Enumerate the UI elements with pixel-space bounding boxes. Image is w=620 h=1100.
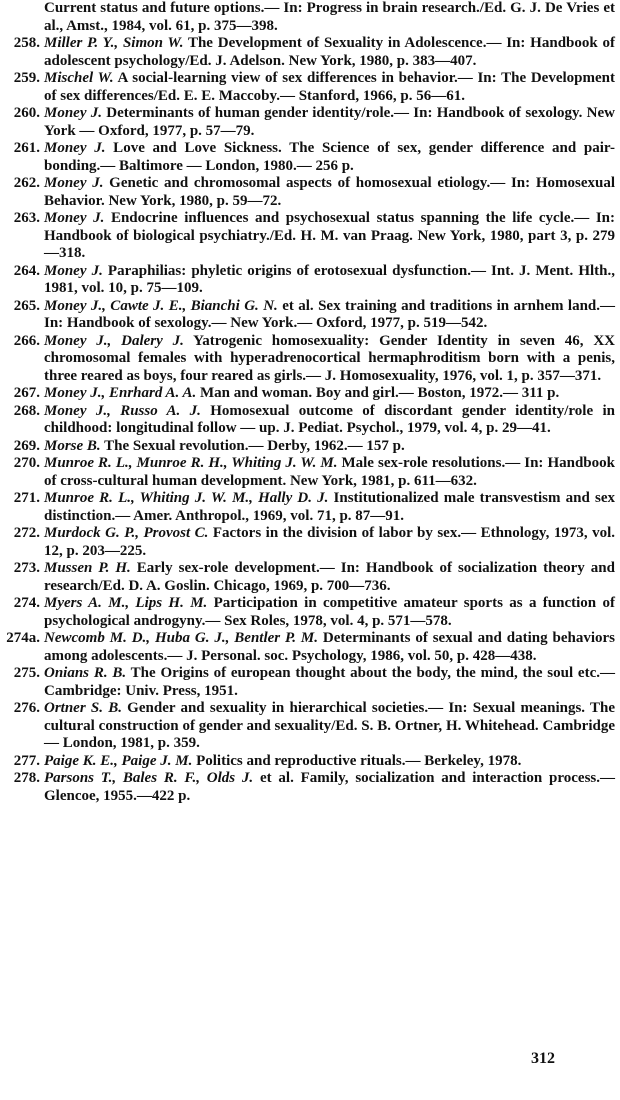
reference-entry [0,140,620,175]
reference-entry [0,455,620,490]
reference-body: Love and Love Sickness. The Science of sex, gender difference and pair-bonding.— Baltimore — London, 1980.— 256 p. [44,140,615,174]
reference-authors: Money J., Russo A. J. [44,402,201,419]
reference-text [44,525,615,560]
reference-authors: Munroe R. L., Munroe R. H., Whiting J. W. M. [44,455,338,471]
reference-text [44,263,615,298]
reference-authors: Myers A. M., Lips H. M. [44,595,208,611]
reference-text [44,595,615,630]
reference-text [44,333,615,386]
reference-body: Institutionalized male transvestism and sex distinction.— Amer. Anthropol., 1969, vol. 71, p. 87—91. [44,490,615,524]
reference-authors: Money J. [44,175,104,191]
reference-entry [0,630,620,665]
reference-entry [0,770,620,805]
reference-authors: Mussen P. H. [44,560,131,576]
reference-body: The Sexual revolution.— Derby, 1962.— 157 p. [100,437,405,454]
reference-text [44,455,615,490]
reference-body: Man and woman. Boy and girl.— Boston, 1972.— 311 p. [196,385,560,401]
reference-authors: Morse B. [44,437,101,454]
reference-entry [0,490,620,525]
reference-authors: Miller P. Y., Simon W. [44,35,184,51]
reference-entry [0,333,620,386]
reference-entry [0,385,620,403]
reference-body: The Development of Sexuality in Adolescence.— In: Handbook of adolescent psychology/Ed. J. Adelson. New York, 1980, p. 383—407. [44,35,615,69]
reference-body: Genetic and chromosomal aspects of homosexual etiology.— In: Homosexual Behavior. New York, 1980, p. 59—72. [44,175,615,209]
reference-number: 276. [13,700,40,716]
reference-authors: Money J., Enrhard A. A. [44,385,197,401]
reference-number: 262. [13,175,40,191]
reference-body: Gender and sexuality in hierarchical societies.— In: Sexual meanings. The cultural construction of gender and sexuality/Ed. S. B. Ortner, H. Whitehead. Cambridge — London, 1981, p. 359. [44,700,616,751]
reference-number: 271. [13,490,40,506]
reference-number: 263. [13,210,40,226]
page-number: 312 [531,1050,555,1067]
reference-authors: Munroe R. L., Whiting J. W. M., Hally D. J. [44,490,329,506]
reference-authors: Money J. [44,262,103,279]
reference-body: Participation in competitive amateur sports as a function of psychological androgyny.— Sex Roles, 1978, vol. 4, p. 571—578. [44,595,615,629]
reference-authors: Paige K. E., Paige J. M. [44,752,193,769]
reference-entry [0,525,620,560]
reference-body: Paraphilias: phyletic origins of erotosexual dysfunction.— Int. J. Ment. Hlth., 1981, vol. 10, p. 75—109. [44,262,615,296]
reference-entry [0,403,620,438]
reference-body: Yatrogenic homosexuality: Gender Identity in seven 46, XX chromosomal females with hyperadrenocortical hermaphroditism born with a penis, three reared as boys, four reared as girls.— J. Homosexuality, 1976, vol. 1, p. 357—371. [44,332,615,384]
reference-text [44,403,615,438]
reference-number: 258. [13,35,40,51]
reference-text [44,385,615,403]
reference-number: 268. [13,402,40,419]
reference-entry [0,0,620,35]
reference-text [44,560,615,595]
reference-authors: Money J., Cawte J. E., Bianchi G. N. [44,297,278,314]
reference-authors: Money J. [44,140,106,156]
reference-authors: Parsons T., Bales R. F., Olds J. [44,770,254,786]
reference-number: 264. [13,262,40,279]
reference-authors: Ortner S. B. [44,700,122,716]
reference-number: 272. [13,525,40,541]
reference-entry [0,175,620,210]
reference-entry [0,298,620,333]
reference-entry [0,210,620,263]
reference-authors: Mischel W. [44,70,114,86]
reference-text [44,175,615,210]
reference-authors: Newcomb M. D., Huba G. J., Bentler P. M. [44,630,319,646]
reference-number: 265. [13,297,40,314]
reference-body: Determinants of human gender identity/role.— In: Handbook of sexology. New York — Oxford, 1977, p. 57—79. [44,105,615,139]
reference-text [44,35,615,70]
reference-text [44,70,615,105]
reference-authors: Money J., Dalery J. [44,332,184,349]
reference-number: 267. [13,385,40,401]
reference-body: The Origins of european thought about the body, the mind, the soul etc.— Cambridge: Univ. Press, 1951. [44,665,615,699]
reference-text [44,770,615,805]
reference-number: 275. [13,665,40,681]
reference-body: A social-learning view of sex differences in behavior.— In: The Development of sex differences/Ed. E. E. Maccoby.— Stanford, 1966, p. 56—61. [44,70,615,104]
reference-text [44,0,615,35]
reference-text [44,298,615,333]
reference-body: Homosexual outcome of discordant gender identity/role in childhood: longitudinal follow — up. J. Pediat. Psychol., 1979, vol. 4, p. 29—41. [44,402,615,436]
reference-entry [0,263,620,298]
reference-number: 274a. [6,630,40,646]
reference-number: 261. [13,140,40,156]
reference-text [44,665,615,700]
reference-text [44,630,615,665]
reference-number: 260. [13,105,40,121]
reference-entry [0,665,620,700]
reference-number: 269. [13,437,40,454]
reference-entry [0,595,620,630]
reference-authors: Money J. [44,210,105,226]
reference-entry [0,700,620,753]
reference-entry [0,438,620,456]
reference-body: et al. Family, socialization and interaction process.— Glencoe, 1955.—422 p. [44,770,615,804]
reference-text [44,105,615,140]
reference-text [44,753,615,771]
reference-number: 277. [13,752,40,769]
reference-body: Determinants of sexual and dating behaviors among adolescents.— J. Personal. soc. Psychology, 1986, vol. 50, p. 428—438. [44,630,615,664]
reference-entry [0,35,620,70]
reference-body: Male sex-role resolutions.— In: Handbook of cross-cultural human development. New York, 1981, p. 611—632. [44,455,615,489]
reference-text [44,140,615,175]
reference-body: Factors in the division of labor by sex.— Ethnology, 1973, vol. 12, p. 203—225. [44,525,615,559]
reference-body: Early sex-role development.— In: Handbook of socialization theory and research/Ed. D. A. Goslin. Chicago, 1969, p. 700—736. [44,560,615,594]
reference-authors: Onians R. B. [44,665,127,681]
reference-number: 278. [13,770,40,786]
reference-number: 259. [13,70,40,86]
reference-body: et al. Sex training and traditions in arnhem land.— In: Handbook of sexology.— New York.— Oxford, 1977, p. 519—542. [44,297,616,331]
reference-number: 274. [13,595,40,611]
reference-entry [0,105,620,140]
reference-entry [0,70,620,105]
reference-body: Politics and reproductive rituals.— Berkeley, 1978. [192,752,522,769]
reference-text [44,490,615,525]
reference-text [44,210,615,263]
reference-text [44,438,615,456]
reference-number: 270. [13,455,40,471]
reference-authors: Murdock G. P., Provost C. [44,525,209,541]
reference-entry [0,753,620,771]
reference-number: 266. [13,332,40,349]
reference-text [44,700,615,753]
reference-body: Endocrine influences and psychosexual status spanning the life cycle.— In: Handbook of biological psychiatry./Ed. H. M. van Praag. New York, 1980, part 3, p. 279—318. [44,210,616,261]
reference-number: 273. [13,560,40,576]
reference-authors: Money J. [44,105,103,121]
reference-entry [0,560,620,595]
reference-body: Current status and future options.— In: Progress in brain research./Ed. G. J. De Vries et al., Amst., 1984, vol. 61, p. 375—398. [44,0,615,34]
